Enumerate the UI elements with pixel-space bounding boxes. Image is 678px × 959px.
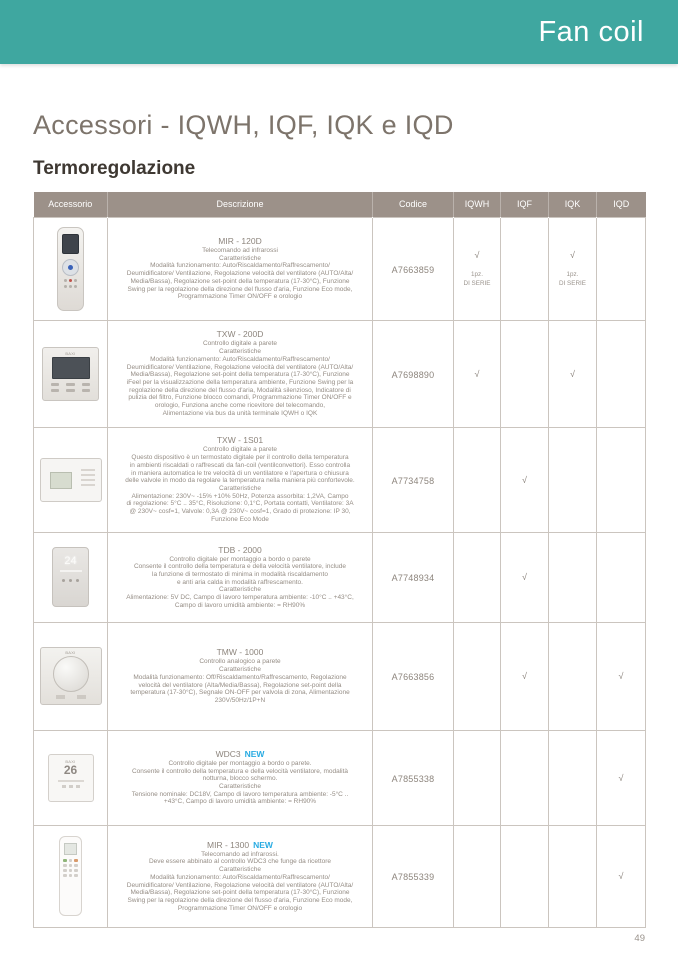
check-cell-iqwh xyxy=(454,217,501,320)
column-header-accessorio: Accessorio xyxy=(34,192,108,217)
codice-value: A7698890 xyxy=(391,369,435,380)
table-row xyxy=(34,730,646,825)
description-line: 230V/50Hz/1P+N xyxy=(214,696,266,704)
check-cell-iqf xyxy=(501,622,549,730)
description-line: Campo di lavoro umidità ambiente: = RH90% xyxy=(174,601,306,609)
accessory-cell xyxy=(34,320,108,427)
check-cell-iqd xyxy=(597,622,646,730)
check-cell-iqk xyxy=(549,217,597,320)
codice-value: A7748934 xyxy=(391,573,435,583)
accessory-cell xyxy=(34,217,108,320)
product-image-thermostat xyxy=(40,458,102,502)
product-image-slim-remote xyxy=(59,836,82,916)
table-row xyxy=(34,825,646,927)
table-row xyxy=(34,532,646,622)
description-line: Caratteristiche xyxy=(219,586,261,594)
check-cell-iqk xyxy=(549,730,597,825)
check-cell-iqk xyxy=(549,427,597,532)
description-cell xyxy=(108,730,373,825)
check-cell-iqf xyxy=(501,730,549,825)
brand-label: BAXI xyxy=(65,650,76,655)
check-mark: √ xyxy=(474,250,480,260)
model-name: MIR - 120D xyxy=(218,236,262,247)
check-cell-iqk xyxy=(549,320,597,427)
description-line: Caratteristiche xyxy=(219,485,261,492)
description-line: delle valvole in modo da regolare la temperatura nella maniera più confortevole. xyxy=(125,477,355,485)
description-line: Caratteristiche xyxy=(219,666,261,674)
description-line: Controllo analogico a parete xyxy=(199,658,281,666)
description-line: la funzione di termostato di minima in modalità riscaldamento xyxy=(152,570,328,578)
check-cell-iqf xyxy=(501,825,549,927)
check-cell-iqf xyxy=(501,217,549,320)
description-line: Deve essere abbinato al controllo WDC3 che funge da ricettore xyxy=(148,858,332,866)
description-line: Programmazione Timer ON/OFF e orologio xyxy=(177,293,303,301)
check-cell-iqd xyxy=(597,217,646,320)
check-cell-iqd xyxy=(597,730,646,825)
description-line: Caratteristiche xyxy=(219,866,261,874)
column-header-iqwh: IQWH xyxy=(454,192,501,217)
description-line: Alimentazione: 230V~ -15% +10% 50Hz, Potenza assorbita: 1,2VA, Campo xyxy=(131,492,349,500)
column-header-iqk: IQK xyxy=(549,192,597,217)
check-note-line: 1pz. xyxy=(471,271,483,278)
table-row xyxy=(34,427,646,532)
description-line: Consente il controllo della temperatura e della velocità ventilatore, include xyxy=(133,563,347,571)
description-line: notturna, blocco schermo. xyxy=(202,775,278,783)
description-line: Deumidificatore/ Ventilazione, Regolazione velocità del ventilatore (AUTO/Alta/ xyxy=(126,881,354,889)
check-cell-iqwh xyxy=(454,730,501,825)
banner-title: Fan coil xyxy=(538,15,644,48)
codice-value: A7855338 xyxy=(391,773,435,784)
description-line: in ambienti riscaldati o raffrescati da fan-coil (ventilconvettori). Esso controlla xyxy=(129,461,351,469)
description-cell xyxy=(108,825,373,927)
check-cell-iqf xyxy=(501,427,549,532)
description-line: Programmazione Timer ON/OFF e orologio xyxy=(177,904,303,912)
description-line: Media/Bassa), Regolazione set-point della temperatura (17-30°C), Funzione xyxy=(130,277,350,285)
product-image-wdc-panel xyxy=(48,754,94,802)
description-line: pulizia del filtro, Funzione blocco comandi, Programmazione Timer ON/OFF e xyxy=(128,394,352,402)
description-line: regolazione della direzione del flusso d'aria, Modalità silenzioso, Indicatore di xyxy=(129,386,351,394)
product-image-tdb-panel xyxy=(52,547,89,607)
check-cell-iqwh xyxy=(454,825,501,927)
new-badge: NEW xyxy=(253,839,273,850)
description-line: Caratteristiche xyxy=(219,254,261,262)
accessories-table xyxy=(33,192,646,928)
check-cell-iqk xyxy=(549,825,597,927)
check-cell-iqd xyxy=(597,532,646,622)
check-mark: √ xyxy=(522,572,527,582)
description-line: Swing per la regolazione della direzione del flusso d'aria, Funzione Eco mode, xyxy=(127,285,353,293)
product-image-wall-panel xyxy=(42,347,99,401)
table-row xyxy=(34,217,646,320)
description-line: temperatura (17-30°C), Segnale ON-OFF per valvola di zona, Alimentazione xyxy=(130,689,350,697)
check-cell-iqd xyxy=(597,825,646,927)
description-line: Funzione Eco Mode xyxy=(211,515,269,523)
check-mark: √ xyxy=(618,871,624,881)
codice-value: A7734758 xyxy=(391,475,435,486)
codice-value: A7663859 xyxy=(391,264,435,275)
description-line: Controllo digitale a parete xyxy=(202,340,278,348)
page-content xyxy=(0,110,678,928)
description-line: Controllo digitale per montaggio a bordo o parete. xyxy=(168,759,312,767)
description-line: Caratteristiche xyxy=(219,783,261,790)
codice-cell xyxy=(373,320,454,427)
accessory-cell xyxy=(34,825,108,927)
description-line: Telecomando ad infrarossi xyxy=(202,247,278,255)
model-name: TMW - 1000 xyxy=(216,647,264,658)
accessory-cell xyxy=(34,730,108,825)
codice-cell xyxy=(373,532,454,622)
check-note-line: DI SERIE xyxy=(559,279,586,287)
check-cell-iqk xyxy=(549,532,597,622)
description-line: Modalità funzionamento: Off/Riscaldamento/Raffrescamento, Regolazione xyxy=(133,673,347,681)
description-line: e anti aria calda in modalità raffrescamento. xyxy=(177,578,303,586)
table-row xyxy=(34,320,646,427)
table-body xyxy=(34,217,646,927)
description-line: Modalità funzionamento: Auto/Riscaldamento/Raffrescamento/ xyxy=(150,355,330,363)
description-line: Swing per la regolazione della direzione del flusso d'aria, Funzione Eco mode, xyxy=(127,896,353,904)
codice-cell xyxy=(373,730,454,825)
codice-cell xyxy=(373,825,454,927)
table-row xyxy=(34,622,646,730)
description-line: Telecomando ad infrarossi. xyxy=(201,850,279,858)
description-cell xyxy=(108,217,373,320)
description-line: Modalità funzionamento: Auto/Riscaldamento/Raffrescamento/ xyxy=(150,262,330,270)
description-line: iFeel per la visualizzazione della temperatura ambiente, Funzione Swing per la xyxy=(126,379,354,386)
accessory-cell xyxy=(34,532,108,622)
check-note-line: 1pz. xyxy=(566,271,579,278)
check-cell-iqwh xyxy=(454,427,501,532)
description-line: Alimentazione via bus da unità terminale IQWH o IQK xyxy=(162,409,318,417)
check-cell-iqwh xyxy=(454,622,501,730)
column-header-iqd: IQD xyxy=(597,192,646,217)
new-badge: NEW xyxy=(244,748,265,759)
check-mark: √ xyxy=(474,368,480,379)
description-line: Deumidificatore/ Ventilazione, Regolazione velocità del ventilatore (AUTO/Alta/ xyxy=(126,363,354,371)
model-name: WDC3 xyxy=(215,748,241,759)
description-line: Consente il controllo della temperatura e della velocità ventilatore, modalità xyxy=(131,767,349,775)
description-line: Deumidificatore/ Ventilazione, Regolazione velocità del ventilatore (AUTO/Alta/ xyxy=(126,270,354,278)
check-cell-iqf xyxy=(501,532,549,622)
model-name: MIR - 1300 xyxy=(207,839,250,850)
description-line: Media/Bassa), Regolazione set-point della temperatura (17-30°C), Funzione xyxy=(130,889,350,897)
description-line: in maniera automatica le tre velocità di un ventilatore e l'apertura o chiusura xyxy=(131,469,349,477)
accessory-cell xyxy=(34,427,108,532)
check-cell-iqd xyxy=(597,427,646,532)
model-name: TXW - 200D xyxy=(216,329,264,340)
description-line: +43°C, Campo di lavoro umidità ambiente: = RH90% xyxy=(163,798,317,806)
check-cell-iqf xyxy=(501,320,549,427)
check-cell-iqd xyxy=(597,320,646,427)
codice-cell xyxy=(373,622,454,730)
description-line: Controllo digitale per montaggio a bordo o parete xyxy=(169,555,311,563)
check-mark: √ xyxy=(522,474,527,485)
check-mark: √ xyxy=(522,671,527,681)
device-display: 26 xyxy=(63,762,78,777)
description-line: Media/Bassa), Regolazione set-point della temperatura (17-30°C), Funzione xyxy=(130,371,350,379)
section-title: Termoregolazione xyxy=(33,158,196,179)
check-cell-iqk xyxy=(549,622,597,730)
column-header-iqf: IQF xyxy=(501,192,549,217)
description-line: di regolazione: 5°C .. 35°C, Risoluzione: 0,1°C, Portata contatti, Ventilatore: 3A xyxy=(126,500,354,508)
check-mark: √ xyxy=(570,368,575,379)
description-line: Controllo digitale a parete xyxy=(202,446,278,454)
accessory-cell xyxy=(34,622,108,730)
description-cell xyxy=(108,320,373,427)
description-cell xyxy=(108,532,373,622)
product-image-ir-remote xyxy=(57,227,84,311)
product-image-dial-panel xyxy=(40,647,102,705)
codice-cell xyxy=(373,217,454,320)
description-line: @ 230V~ cosf=1, Valvole: 0,3A @ 230V~ cosf=1, Grado di protezione: IP 30, xyxy=(129,508,351,516)
banner xyxy=(0,0,678,64)
description-line: Modalità funzionamento: Auto/Riscaldamento/Raffrescamento/ xyxy=(150,873,330,881)
check-cell-iqwh xyxy=(454,532,501,622)
model-name: TDB - 2000 xyxy=(218,544,262,555)
codice-value: A7855339 xyxy=(391,872,435,882)
description-line: Questo dispositivo è un termostato digitale per il controllo della temperatura xyxy=(131,454,349,462)
check-mark: √ xyxy=(570,250,575,260)
column-header-descrizione: Descrizione xyxy=(108,192,373,217)
description-cell xyxy=(108,427,373,532)
table-header-row xyxy=(34,192,646,217)
description-cell xyxy=(108,622,373,730)
description-line: Alimentazione: 5V DC, Campo di lavoro temperatura ambiente: -10°C .. +43°C, xyxy=(126,594,354,602)
description-line: velocità del ventilatore (Alta/Media/Bassa), Regolazione set-point della xyxy=(138,681,342,689)
page-title: Accessori - IQWH, IQF, IQK e IQD xyxy=(33,110,454,140)
check-note-line: DI SERIE xyxy=(463,279,491,287)
description-line: Caratteristiche xyxy=(219,348,261,356)
column-header-codice: Codice xyxy=(373,192,454,217)
brand-label: BAXI xyxy=(65,350,76,356)
description-line: Tensione nominale: DC18V, Campo di lavoro temperatura ambiente: -5°C .. xyxy=(131,790,349,798)
page-number: 49 xyxy=(634,933,645,944)
codice-value: A7663856 xyxy=(391,672,435,682)
model-name: TXW - 1S01 xyxy=(216,435,264,446)
device-display: 24 xyxy=(64,555,77,567)
check-mark: √ xyxy=(618,772,624,783)
check-mark: √ xyxy=(618,671,624,681)
codice-cell xyxy=(373,427,454,532)
description-line: orologio, Funziona anche come ricevitore del telecomando, xyxy=(154,402,326,410)
brand-label: BAXI xyxy=(65,758,76,764)
check-cell-iqwh xyxy=(454,320,501,427)
